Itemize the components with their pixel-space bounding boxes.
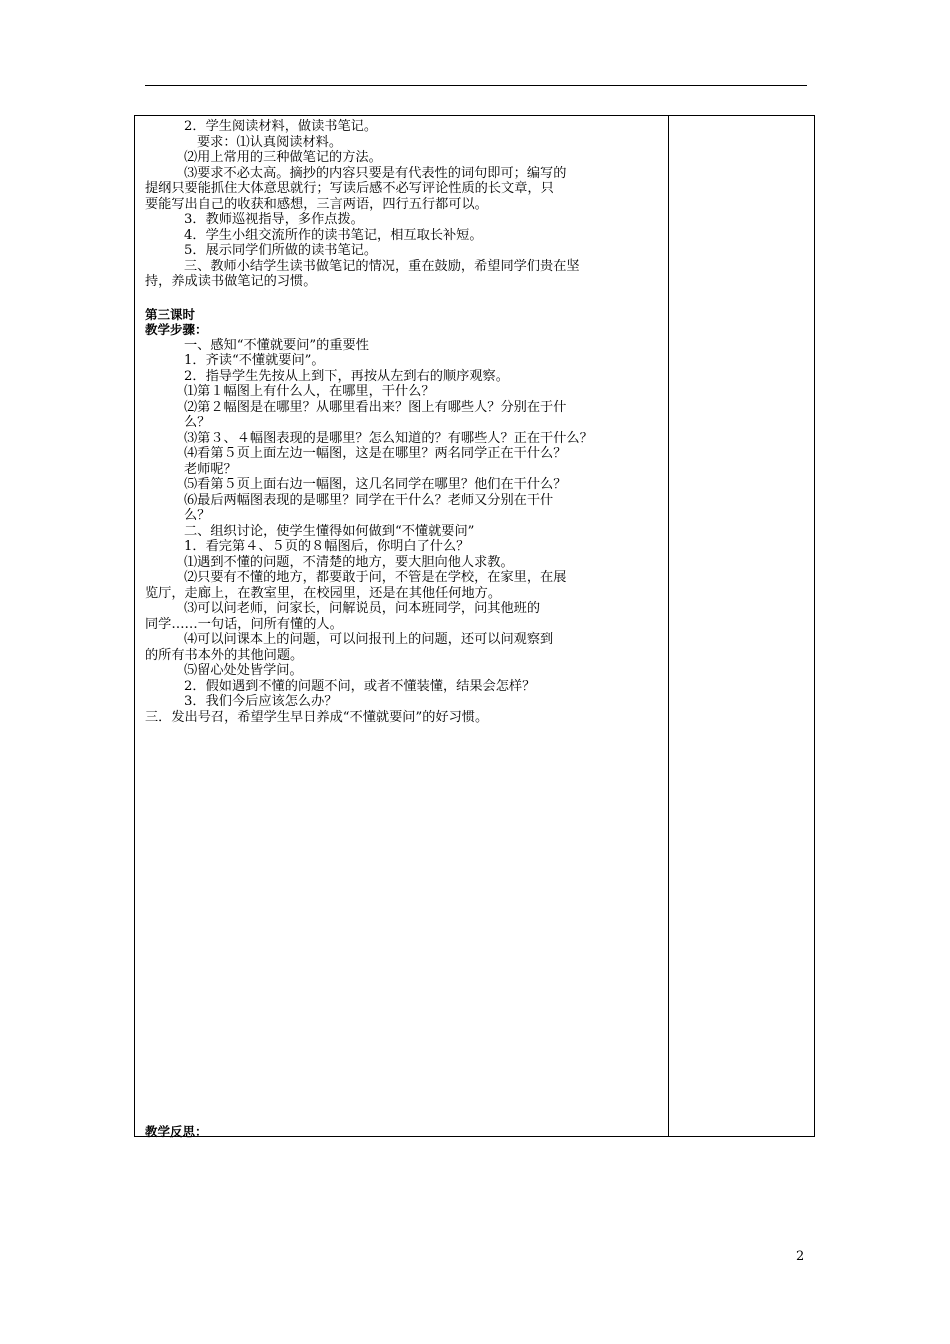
content-line: 三、教师小结学生读书做笔记的情况，重在鼓励，希望同学们贵在坚 [184,258,580,274]
content-line: 同学……一句话，问所有懂的人。 [145,616,343,632]
content-line: ⑶要求不必太高。摘抄的内容只要是有代表性的词句即可；编写的 [184,165,567,181]
content-line: ⑵用上常用的三种做笔记的方法。 [184,150,382,165]
lesson-title: 第三课时 [145,306,196,322]
content-line: ⑹最后两幅图表现的是哪里？同学在干什么？老师又分别在干什 [184,492,554,508]
content-line: ⑷看第５页上面左边一幅图，这是在哪里？两名同学正在干什么？ [184,446,567,461]
content-line: ⑸看第５页上面右边一幅图，这几名同学在哪里？他们在干什么？ [184,477,567,492]
lesson-content [145,119,665,725]
content-line: 持，养成读书做笔记的习惯。 [145,274,317,289]
content-line: 3．教师巡视指导，多作点拨。 [184,212,364,227]
content-line: 么？ [184,415,211,430]
content-line: ⑷可以问课本上的问题，可以问报刊上的问题，还可以问观察到 [184,632,554,647]
content-line: 么？ [184,508,211,523]
content-line: 老师呢？ [184,461,237,477]
content-line: ⑶第３、４幅图表现的是哪里？怎么知道的？有哪些人？正在干什么？ [184,430,593,446]
content-line: 三．发出号召，希望学生早日养成“不懂就要问”的好习惯。 [145,709,489,725]
content-line: ⑸留心处处皆学问。 [184,663,303,678]
content-line: 5．展示同学们所做的读书笔记。 [184,243,378,258]
content-line: 提纲只要能抓住大体意思就行；写读后感不必写评论性质的长文章，只 [145,181,554,196]
content-line: 4．学生小组交流所作的读书笔记，相互取长补短。 [184,227,483,243]
content-line: 要能写出自己的收获和感想，三言两语，四行五行都可以。 [145,196,488,212]
content-line: 览厅，走廊上，在教室里，在校园里，还是在其他任何地方。 [145,585,502,601]
content-line: ⑵第２幅图是在哪里？从哪里看出来？图上有哪些人？分别在于什 [184,399,567,415]
content-line: 2．学生阅读材料，做读书笔记。 [184,119,378,134]
header-rule [145,85,807,86]
content-line: 3．我们今后应该怎么办？ [184,694,338,709]
page-number: 2 [796,1249,805,1264]
content-line: 要求：⑴认真阅读材料。 [197,134,343,150]
content-line: ⑴第１幅图上有什么人，在哪里，干什么？ [184,384,435,399]
content-line: 1．齐读“不懂就要问”。 [184,353,325,368]
reflection-label: 教学反思： [145,1124,208,1139]
content-line: ⑵只要有不懂的地方，都要敢于问，不管是在学校，在家里，在展 [184,570,567,585]
steps-title: 教学步骤： [145,322,208,337]
column-divider [668,116,669,1136]
content-line: 2．指导学生先按从上到下，再按从左到右的顺序观察。 [184,368,509,384]
content-line: 二、组织讨论，使学生懂得如何做到“不懂就要问” [184,523,475,539]
content-line: ⑴遇到不懂的问题，不清楚的地方，要大胆向他人求教。 [184,554,514,570]
lesson-plan-table [134,115,815,1137]
content-line: 1．看完第４、５页的８幅图后，你明白了什么？ [184,539,470,554]
content-line: 2．假如遇到不懂的问题不问，或者不懂装懂，结果会怎样？ [184,678,536,694]
content-line: 一、感知“不懂就要问”的重要性 [184,337,369,353]
content-line: 的所有书本外的其他问题。 [145,647,304,663]
content-line: ⑶可以问老师，问家长，问解说员，问本班同学，问其他班的 [184,601,541,616]
